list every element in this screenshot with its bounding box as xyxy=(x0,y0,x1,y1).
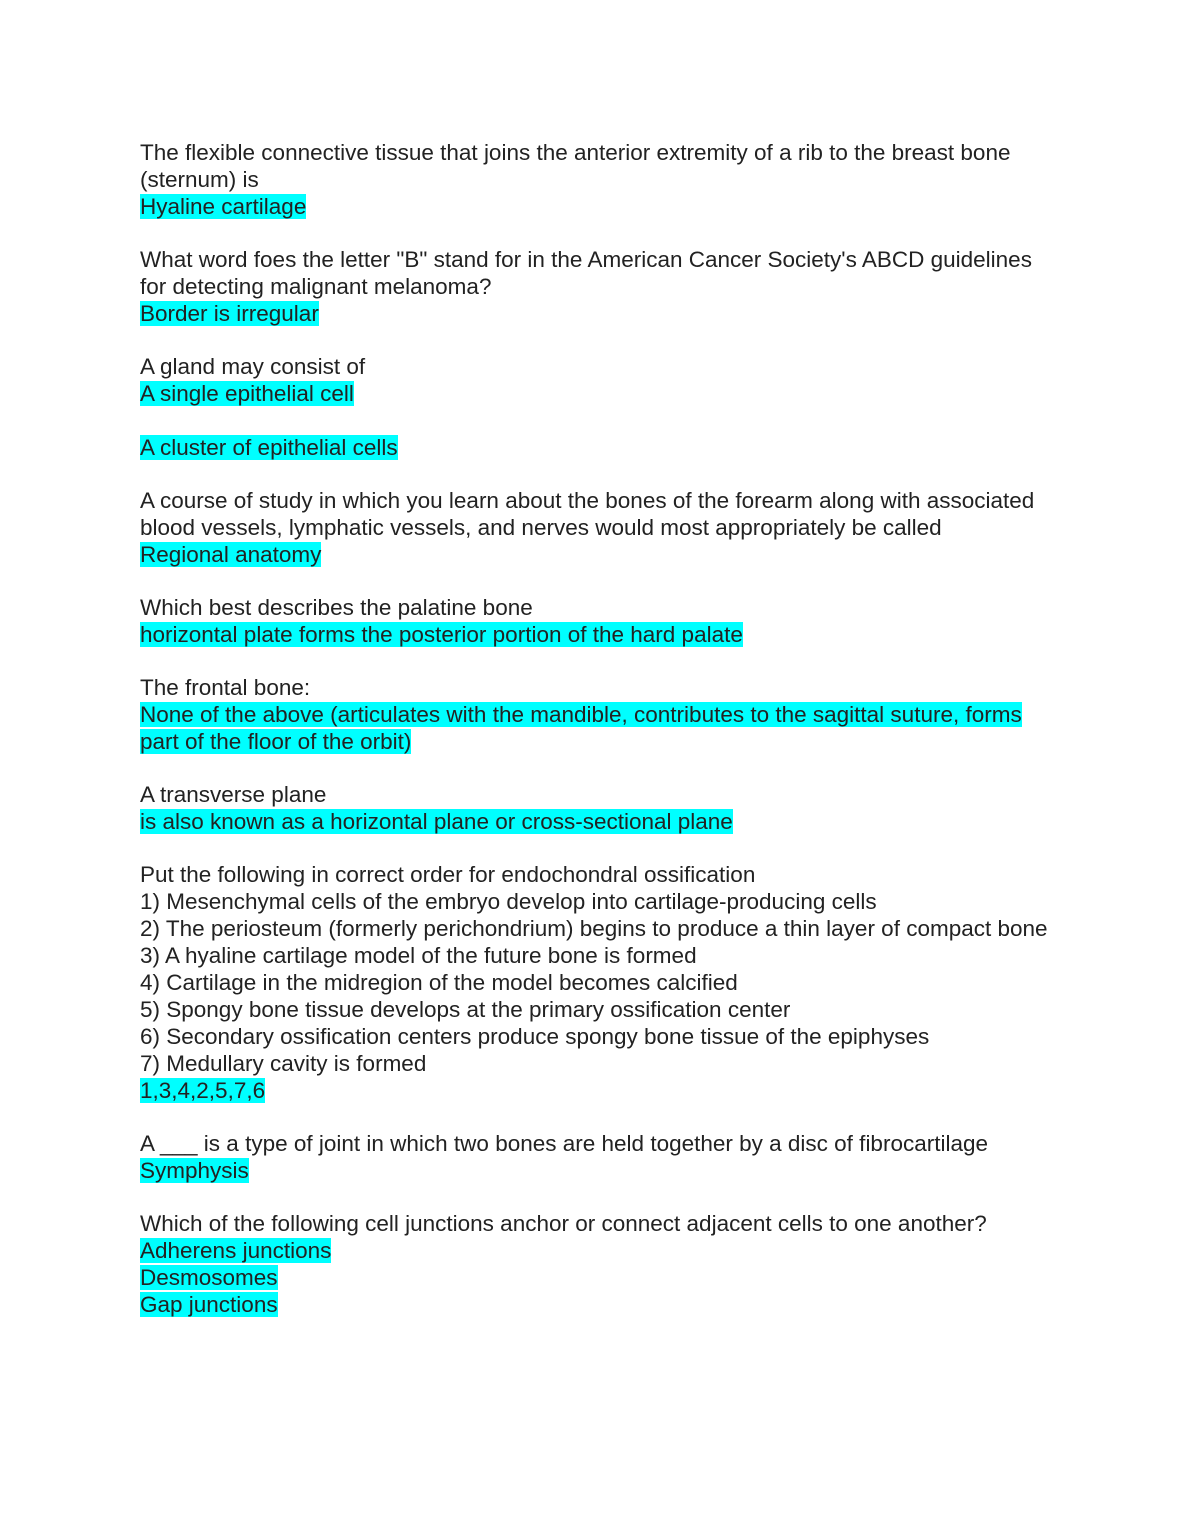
document-content xyxy=(140,139,1060,1344)
answer-line xyxy=(140,1157,1060,1184)
answer-highlight: Gap junctions xyxy=(140,1292,278,1317)
question-text: A gland may consist of xyxy=(140,354,366,379)
qa-item-5 xyxy=(140,594,1060,648)
list-item: 5) Spongy bone tissue develops at the primary ossification center xyxy=(140,997,791,1022)
qa-item-7 xyxy=(140,781,1060,835)
question-text: Which of the following cell junctions anchor or connect adjacent cells to one another? xyxy=(140,1211,987,1236)
question-text: A ___ is a type of joint in which two bones are held together by a disc of fibrocartilage xyxy=(140,1131,989,1156)
answer-line xyxy=(140,541,1060,568)
answer-highlight: Symphysis xyxy=(140,1158,249,1183)
answer-line xyxy=(140,621,1060,648)
answer-highlight: Adherens junctions xyxy=(140,1238,332,1263)
list-item: 6) Secondary ossification centers produce spongy bone tissue of the epiphyses xyxy=(140,1024,930,1049)
qa-item-1 xyxy=(140,139,1060,220)
question-text: The frontal bone: xyxy=(140,675,311,700)
answer-line xyxy=(140,1291,1060,1318)
answer-highlight: is also known as a horizontal plane or cross-sectional plane xyxy=(140,809,733,834)
qa-item-4 xyxy=(140,487,1060,568)
qa-item-10 xyxy=(140,1210,1060,1318)
question-text: Put the following in correct order for endochondral ossification xyxy=(140,862,756,887)
qa-item-6 xyxy=(140,674,1060,755)
answer-highlight: Hyaline cartilage xyxy=(140,194,307,219)
answer-line xyxy=(140,193,1060,220)
question-text: Which best describes the palatine bone xyxy=(140,595,533,620)
answer-line xyxy=(140,380,1060,407)
list-item: 7) Medullary cavity is formed xyxy=(140,1051,427,1076)
list-item: 2) The periosteum (formerly perichondrium) begins to produce a thin layer of compact bone xyxy=(140,916,1048,941)
qa-item-3 xyxy=(140,353,1060,461)
answer-highlight: None of the above (articulates with the mandible, contributes to the sagittal suture, forms part of the floor of the orbit) xyxy=(140,702,1022,754)
answer-highlight: horizontal plate forms the posterior portion of the hard palate xyxy=(140,622,743,647)
answer-highlight: Regional anatomy xyxy=(140,542,322,567)
question-text: What word foes the letter "B" stand for in the American Cancer Society's ABCD guidelines for detecting malignant melanoma? xyxy=(140,247,1032,299)
answer-highlight: A cluster of epithelial cells xyxy=(140,435,398,460)
answer-line xyxy=(140,701,1060,755)
answer-line xyxy=(140,1237,1060,1264)
list-item: 4) Cartilage in the midregion of the model becomes calcified xyxy=(140,970,738,995)
question-text: A course of study in which you learn about the bones of the forearm along with associated blood vessels, lymphatic vessels, and nerves would most appropriately be called xyxy=(140,488,1035,540)
answer-highlight: A single epithelial cell xyxy=(140,381,354,406)
answer-highlight: Desmosomes xyxy=(140,1265,278,1290)
answer-line xyxy=(140,300,1060,327)
answer-highlight: Border is irregular xyxy=(140,301,319,326)
answer-highlight: 1,3,4,2,5,7,6 xyxy=(140,1078,266,1103)
list-item: 1) Mesenchymal cells of the embryo develop into cartilage-producing cells xyxy=(140,889,877,914)
qa-item-9 xyxy=(140,1130,1060,1184)
question-text: The flexible connective tissue that joins the anterior extremity of a rib to the breast bone (sternum) is xyxy=(140,140,1011,192)
qa-item-8 xyxy=(140,861,1060,1104)
qa-item-2 xyxy=(140,246,1060,327)
answer-line xyxy=(140,1264,1060,1291)
answer-line xyxy=(140,1077,1060,1104)
answer-line xyxy=(140,434,1060,461)
blank-line xyxy=(140,407,1060,434)
list-item: 3) A hyaline cartilage model of the future bone is formed xyxy=(140,943,697,968)
question-text: A transverse plane xyxy=(140,782,327,807)
answer-line xyxy=(140,808,1060,835)
